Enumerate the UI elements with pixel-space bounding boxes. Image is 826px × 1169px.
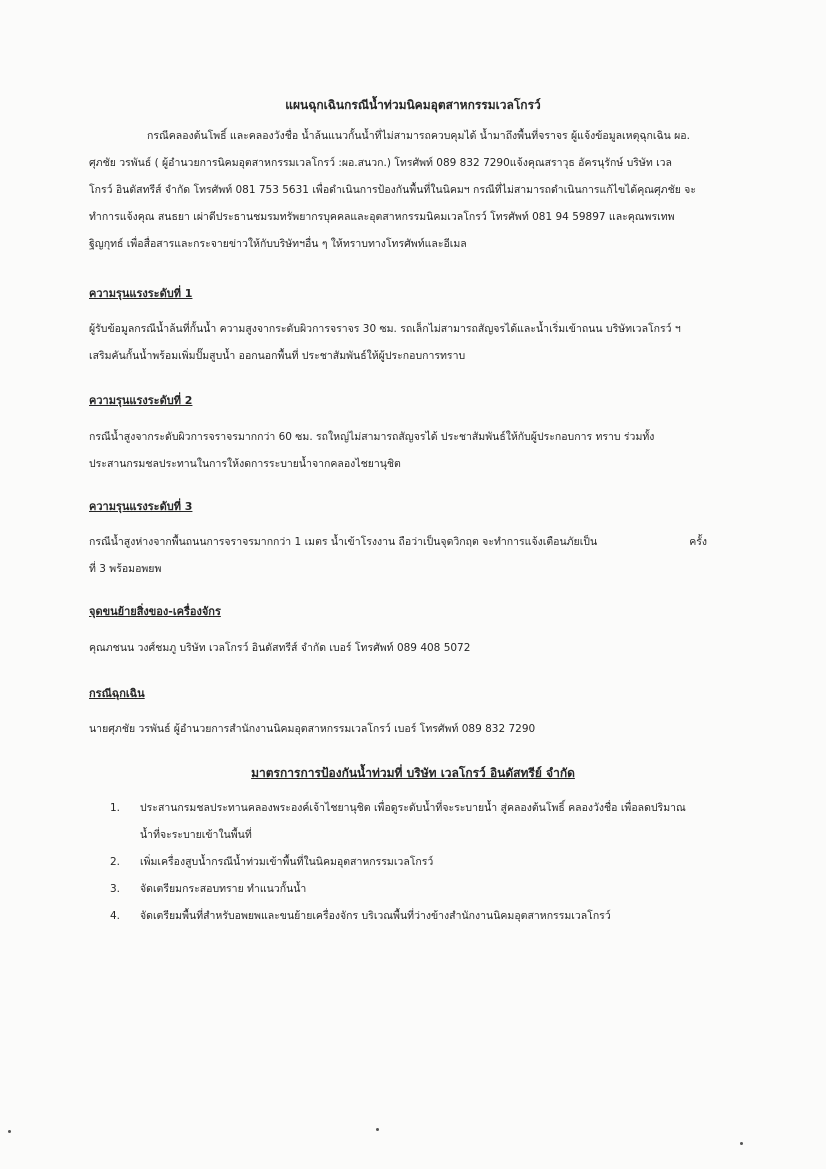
measure-line: จัดเตรียมกระสอบทราย ทำแนวกั้นน้ำ (140, 883, 307, 895)
emergency-heading: กรณีฉุกเฉิน (89, 687, 145, 700)
relocation-line: คุณภชนน วงศ์ชมภู บริษัท เวลโกรว์ อินดัสทรีส์ จำกัด เบอร์ โทรศัพท์ 089 408 5072 (89, 642, 471, 654)
measure-number: 1. (110, 802, 121, 814)
measure-line: น้ำที่จะระบายเข้าในพื้นที่ (140, 829, 252, 841)
level2-paragraph (89, 424, 729, 478)
measure-item (110, 849, 730, 876)
measures-title: มาตรการการป้องกันน้ำท่วมที่ บริษัท เวลโกรว์ อินดัสทรีย์ จำกัด (251, 766, 575, 780)
measure-number: 3. (110, 883, 121, 895)
measures-list (110, 795, 730, 930)
level1-paragraph (89, 316, 729, 370)
measure-number: 2. (110, 856, 121, 868)
scan-speck (8, 1130, 11, 1133)
measure-item (110, 876, 730, 903)
level2-heading: ความรุนแรงระดับที่ 2 (89, 394, 193, 407)
level1-line: ผู้รับข้อมูลกรณีน้ำล้นที่กั้นน้ำ ความสูงจากระดับผิวการจราจร 30 ซม. รถเล็กไม่สามารถสัญจรได้และน้ำเริ่มเข้าถนน บริษัทเวลโกรว์ ฯ (89, 323, 681, 335)
measure-line: ประสานกรมชลประทานคลองพระองค์เจ้าไชยานุชิต เพื่อดูระดับน้ำที่จะระบายน้ำ สู่คลองต้นโพธิ์ คลองวังชื่อ เพื่อลดปริมาณ (140, 802, 686, 814)
level1-line: เสริมคันกั้นน้ำพร้อมเพิ่มปั๊มสูบน้ำ ออกนอกพื้นที่ ประชาสัมพันธ์ให้ผู้ประกอบการทราบ (89, 350, 466, 362)
document-title: แผนฉุกเฉินกรณีน้ำท่วมนิคมอุตสาหกรรมเวลโกรว์ (285, 98, 541, 112)
level3-line-end: ครั้ง (689, 536, 707, 548)
measure-number: 4. (110, 910, 121, 922)
intro-line: ศุภชัย วรพันธ์ ( ผู้อำนวยการนิคมอุตสาหกรรมเวลโกรว์ :ผอ.สนวก.) โทรศัพท์ 089 832 7290แจ้งคุณสราวุธ อัครนุรักษ์ บริษัท เวล (89, 157, 672, 169)
measure-item (110, 903, 730, 930)
emergency-line: นายศุภชัย วรพันธ์ ผู้อำนวยการสำนักงานนิคมอุตสาหกรรมเวลโกรว์ เบอร์ โทรศัพท์ 089 832 7290 (89, 723, 536, 735)
intro-line: กรณีคลองต้นโพธิ์ และคลองวังชื่อ น้ำล้นแนวกั้นน้ำที่ไม่สามารถควบคุมได้ น้ำมาถึงพื้นที่จราจร ผู้แจ้งข้อมูลเหตุฉุกเฉิน ผอ. (147, 130, 690, 142)
level3-heading: ความรุนแรงระดับที่ 3 (89, 500, 193, 513)
level1-heading: ความรุนแรงระดับที่ 1 (89, 287, 193, 300)
intro-line: ฐิญกุทธ์ เพื่อสื่อสารและกระจายข่าวให้กับบริษัทฯอื่น ๆ ให้ทราบทางโทรศัพท์และอีเมล (89, 238, 467, 250)
emergency-paragraph (89, 716, 729, 743)
intro-paragraph (89, 123, 729, 258)
relocation-paragraph (89, 635, 729, 662)
measure-item (110, 795, 730, 849)
level3-line: ที่ 3 พร้อมอพยพ (89, 563, 162, 575)
scan-speck (740, 1142, 743, 1145)
intro-line: โกรว์ อินดัสทรีส์ จำกัด โทรศัพท์ 081 753 5631 เพื่อดำเนินการป้องกันพื้นที่ในนิคมฯ กรณีที่ไม่สามารถดำเนินการแก้ไขได้คุณศุภชัย จะ (89, 184, 696, 196)
scan-speck (376, 1128, 379, 1131)
measure-line: จัดเตรียมพื้นที่สำหรับอพยพและขนย้ายเครื่องจักร บริเวณพื้นที่ว่างข้างสำนักงานนิคมอุตสาหกรรมเวลโกรว์ (140, 910, 611, 922)
intro-line: ทำการแจ้งคุณ สนธยา เผ่าดีประธานชมรมทรัพยากรบุคคลและอุตสาหกรรมนิคมเวลโกรว์ โทรศัพท์ 081 94 59897 และคุณพรเทพ (89, 211, 675, 223)
measure-line: เพิ่มเครื่องสูบน้ำกรณีน้ำท่วมเข้าพื้นที่ในนิคมอุตสาหกรรมเวลโกรว์ (140, 856, 434, 868)
level2-line: ประสานกรมชลประทานในการให้งดการระบายน้ำจากคลองไชยานุชิต (89, 458, 401, 470)
level2-line: กรณีน้ำสูงจากระดับผิวการจราจรมากกว่า 60 ซม. รถใหญ่ไม่สามารถสัญจรได้ ประชาสัมพันธ์ให้กับผู้ประกอบการ ทราบ ร่วมทั้ง (89, 431, 655, 443)
level3-paragraph (89, 529, 729, 583)
level3-line: กรณีน้ำสูงห่างจากพื้นถนนการจราจรมากกว่า 1 เมตร น้ำเข้าโรงงาน ถือว่าเป็นจุดวิกฤต จะทำการแจ้งเตือนภัยเป็น ครั้ง (89, 529, 729, 556)
relocation-heading: จุดขนย้ายสิ่งของ-เครื่องจักร (89, 605, 221, 618)
